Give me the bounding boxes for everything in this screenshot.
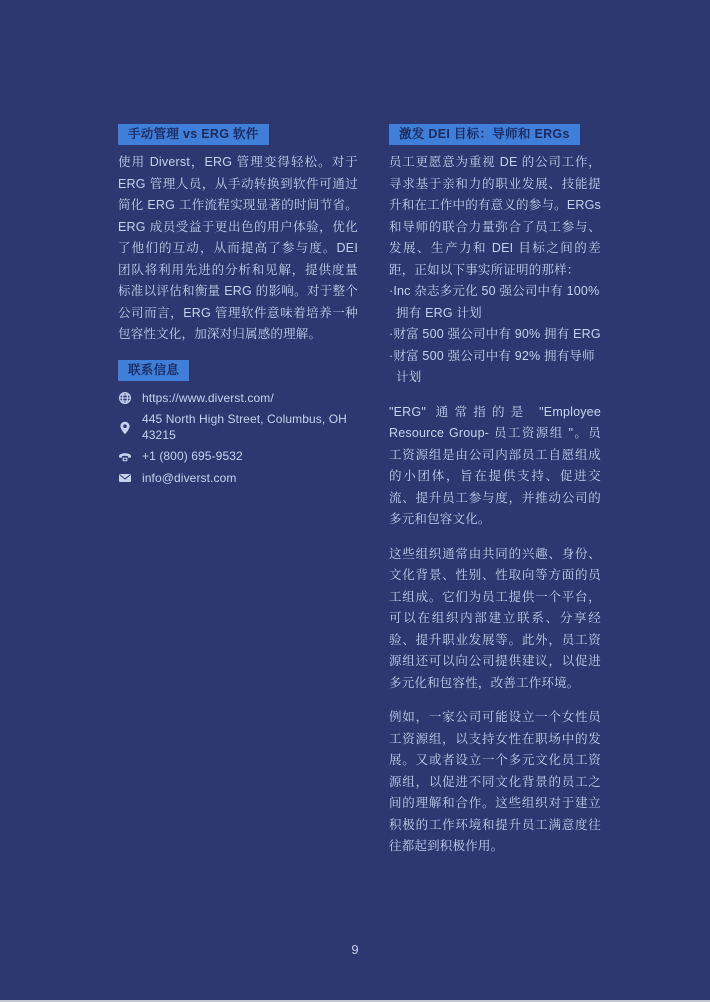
phone-icon bbox=[118, 450, 132, 464]
content-columns bbox=[118, 124, 601, 858]
website-link[interactable]: https://www.diverst.com/ bbox=[142, 390, 274, 405]
section-title-dei-goals: 激发 DEI 目标：导师和 ERGs bbox=[389, 124, 580, 145]
contact-row-email bbox=[118, 471, 358, 487]
dei-intro-paragraph: 员工更愿意为重视 DE 的公司工作，寻求基于亲和力的职业发展、技能提升和在工作中的有意义的参与。ERGs 和导师的联合力量弥合了员工参与、发展、生产力和 DEI 目标之间的差距，正如以下事实所证明的那样： bbox=[389, 155, 601, 277]
email-icon bbox=[118, 471, 132, 485]
section-title-manual-vs-software: 手动管理 vs ERG 软件 bbox=[118, 124, 269, 145]
contact-list bbox=[118, 391, 358, 487]
erg-composition-paragraph: 这些组织通常由共同的兴趣、身份、文化背景、性别、性取向等方面的员工组成。它们为员工提供一个平台，可以在组织内部建立联系、分享经验、提升职业发展等。此外，员工资源组还可以向公司提供建议，以促进多元化和包容性，改善工作环境。 bbox=[389, 546, 601, 690]
dei-fact-item: ·财富 500 强公司中有 92% 拥有导师计划 bbox=[389, 348, 595, 384]
section-title-contact-info: 联系信息 bbox=[118, 360, 189, 381]
location-icon bbox=[118, 421, 132, 435]
right-column bbox=[389, 124, 601, 858]
manual-vs-software-paragraph: 使用 Diverst，ERG 管理变得轻松。对于 ERG 管理人员，从手动转换到软件可通过简化 ERG 工作流程实现显著的时间节省。ERG 成员受益于更出色的用户体验，优化了他们的互动，从而提高了参与度。DEI 团队将利用先进的分析和见解，提供度量标准以评估和衡量 ERG 的影响。对于整个公司而言，ERG 管理软件意味着培养一种包容性文化，加深对归属感的理解。 bbox=[118, 155, 358, 341]
erg-example-paragraph: 例如，一家公司可能设立一个女性员工资源组，以支持女性在职场中的发展。又或者设立一个多元文化员工资源组，以促进不同文化背景的员工之间的理解和合作。这些组织对于建立积极的工作环境和提升员工满意度往往都起到积极作用。 bbox=[389, 710, 601, 853]
left-column bbox=[118, 124, 358, 858]
dei-facts-list bbox=[389, 281, 601, 389]
phone-number-text: +1 (800) 695-9532 bbox=[142, 449, 243, 463]
address-text: 445 North High Street, Columbus, OH 43215 bbox=[142, 412, 347, 442]
contact-section bbox=[118, 360, 358, 487]
contact-row-phone bbox=[118, 449, 358, 465]
page-number: 9 bbox=[351, 942, 359, 957]
contact-row-address bbox=[118, 412, 358, 443]
dei-fact-item: ·Inc 杂志多元化 50 强公司中有 100% 拥有 ERG 计划 bbox=[389, 284, 600, 320]
globe-icon bbox=[118, 391, 132, 405]
email-link[interactable]: info@diverst.com bbox=[142, 470, 237, 485]
erg-definition-paragraph: "ERG" 通常指的是 "Employee Resource Group- 员工资源组 "。员工资源组是由公司内部员工自愿组成的小团体，旨在提供支持、促进交流、提升员工参与度，并推动公司的多元和包容文化。 bbox=[389, 404, 601, 526]
contact-row-website bbox=[118, 391, 358, 407]
dei-fact-item: ·财富 500 强公司中有 90% 拥有 ERG bbox=[389, 327, 601, 341]
